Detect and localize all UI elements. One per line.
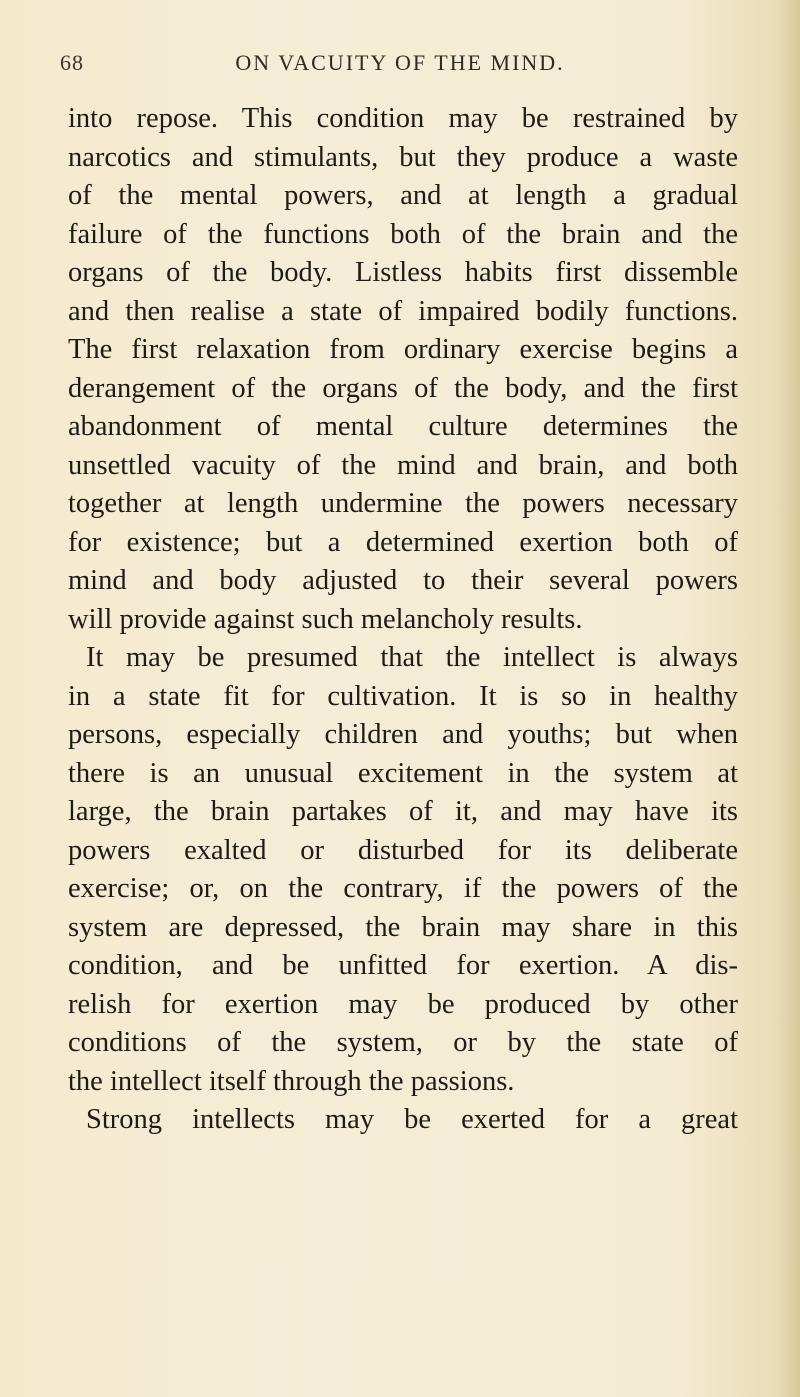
text-line: condition, and be unfitted for exertion. A dis- bbox=[68, 950, 738, 981]
running-title: ON VACUITY OF THE MIND. bbox=[235, 50, 565, 75]
text-line: for existence; but a determined exertion both of bbox=[68, 526, 738, 558]
text-line: narcotics and stimulants, but they produce a waste bbox=[68, 141, 738, 173]
running-head bbox=[60, 46, 740, 86]
text-line: system are depressed, the brain may share in this bbox=[68, 911, 738, 943]
text-line: together at length undermine the powers necessary bbox=[68, 488, 738, 519]
text-line: there is an unusual excitement in the system at bbox=[68, 757, 738, 789]
text-line: into repose. This condition may be restrained by bbox=[68, 103, 738, 134]
text-line: and then realise a state of impaired bodily functions. bbox=[68, 295, 738, 327]
text-line: powers exalted or disturbed for its deliberate bbox=[68, 834, 738, 866]
text-line: unsettled vacuity of the mind and brain, and both bbox=[68, 449, 738, 481]
text-line: persons, especially children and youths; but when bbox=[68, 719, 738, 750]
text-line: exercise; or, on the contrary, if the powers of the bbox=[68, 873, 738, 904]
text-line: will provide against such melancholy results. bbox=[68, 603, 583, 635]
text-line: It may be presumed that the intellect is always bbox=[86, 642, 738, 673]
text-line: Strong intellects may be exerted for a great bbox=[86, 1104, 738, 1135]
text-line: organs of the body. Listless habits first dissemble bbox=[68, 257, 738, 288]
text-line: relish for exertion may be produced by other bbox=[68, 988, 738, 1020]
text-line: mind and body adjusted to their several powers bbox=[68, 565, 738, 596]
text-line: derangement of the organs of the body, and the first bbox=[68, 372, 738, 404]
text-line: large, the brain partakes of it, and may have its bbox=[68, 796, 738, 827]
text-line: The first relaxation from ordinary exercise begins a bbox=[68, 334, 738, 365]
text-line: the intellect itself through the passions. bbox=[68, 1065, 515, 1097]
text-line: conditions of the system, or by the state of bbox=[68, 1027, 738, 1058]
text-line: failure of the functions both of the brain and the bbox=[68, 218, 738, 250]
text-line: in a state fit for cultivation. It is so in healthy bbox=[68, 680, 738, 712]
text-line: of the mental powers, and at length a gradual bbox=[68, 180, 738, 211]
text-line: abandonment of mental culture determines the bbox=[68, 411, 738, 442]
page-number: 68 bbox=[60, 50, 84, 75]
body-text bbox=[68, 100, 738, 1140]
